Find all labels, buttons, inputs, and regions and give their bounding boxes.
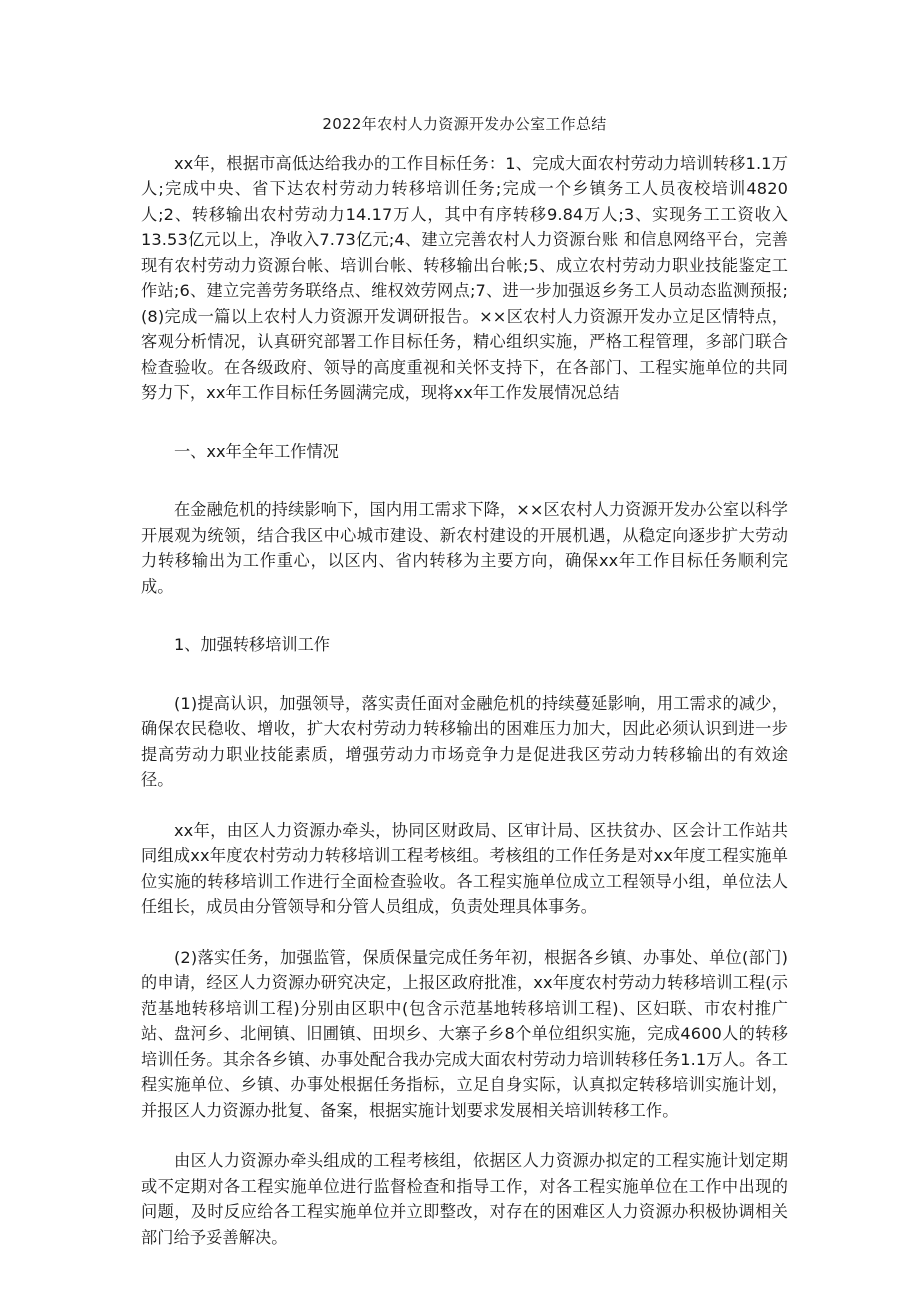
- paragraph-task-implementation: (2)落实任务，加强监管，保质保量完成任务年初，根据各乡镇、办事处、单位(部门)的申请，经区人力资源办研究决定，上报区政府批准，xx年度农村劳动力转移培训工程(示范基地转移培训工程)分别由区职中(包含示范基地转移培训工程)、区妇联、市农村推广站、盘河乡、北闸镇、旧圃镇、田坝乡、大寨子乡8个单位组织实施，完成4600人的转移培训任务。其余各乡镇、办事处配合我办完成大面农村劳动力培训转移任务1.1万人。各工程实施单位、乡镇、办事处根据任务指标，立足自身实际，认真拟定转移培训实施计划，并报区人力资源办批复、备案，根据实施计划要求发展相关培训转移工作。: [141, 947, 788, 1120]
- paragraph-assessment-group: xx年，由区人力资源办牵头，协同区财政局、区审计局、区扶贫办、区会计工作站共同组成xx年度农村劳动力转移培训工程考核组。考核组的工作任务是对xx年度工程实施单位实施的转移培训工作进行全面检查验收。各工程实施单位成立工程领导小组，单位法人任组长，成员由分管领导和分管人员组成，负责处理具体事务。: [141, 820, 788, 916]
- spacer: [141, 658, 788, 691]
- spacer: [141, 464, 788, 497]
- paragraph-supervision: 由区人力资源办牵头组成的工程考核组，依据区人力资源办拟定的工程实施计划定期或不定期对各工程实施单位进行监督检查和指导工作，对各工程实施单位在工作中出现的问题，及时反应给各工程实施单位并立即整改，对存在的困难区人力资源办积极协调相关部门给予妥善解决。: [141, 1151, 788, 1247]
- paragraph-awareness: (1)提高认识，加强领导，落实责任面对金融危机的持续蔓延影响，用工需求的减少，确保农民稳收、增收，扩大农村劳动力转移输出的困难压力加大，因此必须认识到进一步提高劳动力职业技能素质，增强劳动力市场竞争力是促进我区劳动力转移输出的有效途径。: [141, 693, 788, 789]
- subsection-heading-training: 1、加强转移培训工作: [174, 635, 330, 654]
- paragraph-intro: xx年，根据市高低达给我办的工作目标任务：1、完成大面农村劳动力培训转移1.1万人;完成中央、省下达农村劳动力转移培训任务;完成一个乡镇务工人员夜校培训4820人;2、转移输出农村劳动力14.17万人，其中有序转移9.84万人;3、实现务工工资收入13.53亿元以上，净收入7.73亿元;4、建立完善农村人力资源台账 和信息网络平台，完善现有农村劳动力资源台帐、培训台帐、转移输出台帐;5、成立农村劳动力职业技能鉴定工作站;6、建立完善劳务联络点、维权效劳网点;7、进一步加强返乡务工人员动态监测预报;(8)完成一篇以上农村人力资源开发调研报告。××区农村人力资源开发办立足区情特点，客观分析情况，认真研究部署工作目标任务，精心组织实施，严格工程管理，多部门联合检查验收。在各级政府、领导的高度重视和关怀支持下，在各部门、工程实施单位的共同努力下，xx年工作目标任务圆满完成，现将xx年工作发展情况总结: [141, 153, 788, 402]
- spacer: [141, 793, 788, 818]
- spacer: [141, 406, 788, 439]
- spacer: [141, 599, 788, 632]
- spacer: [141, 920, 788, 945]
- document-page: [141, 112, 788, 1250]
- section-heading-annual-work: 一、xx年全年工作情况: [174, 441, 339, 461]
- paragraph-overview: 在金融危机的持续影响下，国内用工需求下降，××区农村人力资源开发办公室以科学开展观为统领，结合我区中心城市建设、新农村建设的开展机遇，从稳定向逐步扩大劳动力转移输出为工作重心，以区内、省内转移为主要方向，确保xx年工作目标任务顺利完成。: [141, 500, 788, 596]
- spacer: [141, 1123, 788, 1148]
- document-title: 2022年农村人力资源开发办公室工作总结: [322, 115, 607, 133]
